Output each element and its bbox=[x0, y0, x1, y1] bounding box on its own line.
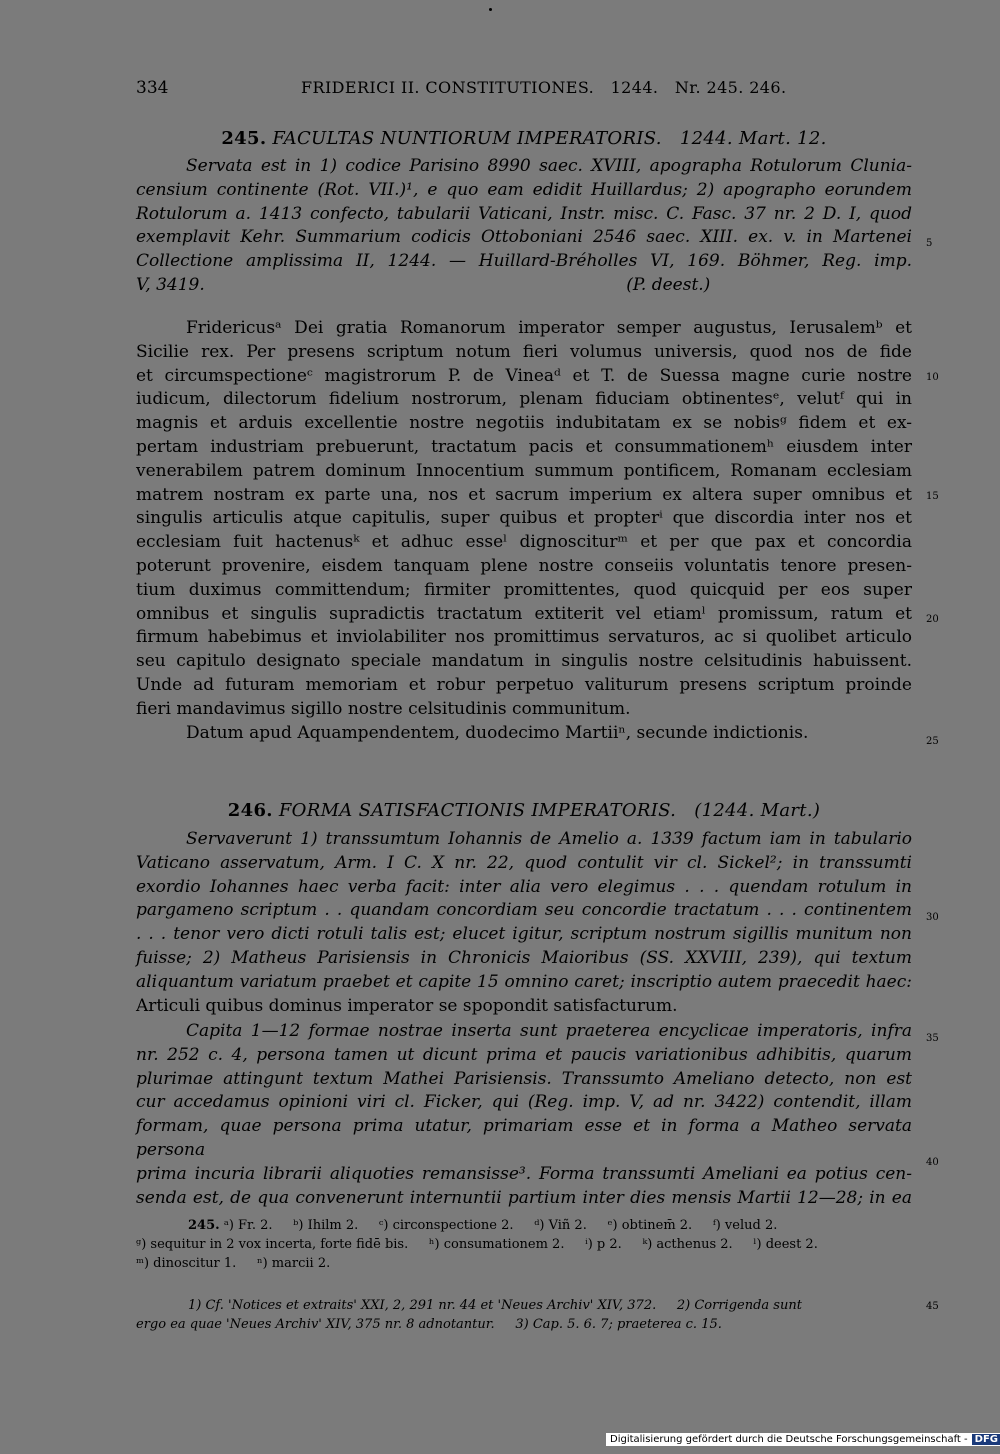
scan-speck bbox=[489, 8, 492, 11]
running-title: FRIDERICI II. CONSTITUTIONES. 1244. Nr. 245. 246. bbox=[301, 78, 787, 97]
dfg-credit: Digitalisierung gefördert durch die Deutsche Forschungsgemeinschaft - DFG bbox=[606, 1433, 1000, 1446]
margin-line-number: 5 bbox=[926, 238, 933, 249]
footnotes: 1) Cf. 'Notices et extraits' XXI, 2, 291 nr. 44 et 'Neues Archiv' XIV, 372. 2) Corrigenda sunt ergo ea quae 'Neues Archiv' XIV, 375 nr. 8 adnotantur. 3) Cap. 5. 6. 7; praeterea c. 15. bbox=[136, 1298, 802, 1332]
margin-line-number: 15 bbox=[926, 491, 939, 502]
margin-line-number: 45 bbox=[926, 1301, 939, 1312]
doc246-title: 246. FORMA SATISFACTIONIS IMPERATORIS. (1244. Mart.) bbox=[227, 800, 821, 821]
margin-line-number: 40 bbox=[926, 1157, 939, 1168]
margin-line-number: 30 bbox=[926, 912, 939, 923]
doc246-source-description: Servaverunt 1) transsumtum Iohannis de Amelio a. 1339 factum iam in tabulario Vaticano asservatum, Arm. I C. X nr. 22, quod contulit vir cl. Sickel²; in transsumti exordio Iohannes haec verba facit: inter alia vero elegimus . . . quendam rotulum in pargameno scriptum . . quandam concordiam seu concordie tractatum . . . continentem . . . tenor vero dicti rotuli talis est; elucet igitur, scriptum nostrum sigillis munitum non fuisse; 2) Matheus Parisiensis in Chronicis Maioribus (SS. XXVIII, 239), qui textum aliquantum variatum praebet et capite 15 omnino caret; inscriptio autem praecedit haec: Articuli quibus dominus imperator se spopondit satisfacturum. bbox=[136, 829, 912, 1016]
doc246-commentary: Capita 1—12 formae nostrae inserta sunt praeterea encyclicae imperatoris, infra nr. 252 c. 4, persona tamen ut dicunt prima et paucis variationibus adhibitis, quarum plurimae attingunt textum Mathei Parisiensis. Transsumto Ameliano detecto, non est cur accedamus opinioni viri cl. Ficker, qui (Reg. imp. V, ad nr. 3422) contendit, illam formam, quae persona prima utatur, primariam esse et in forma a Matheo servata persona prima incuria librarii aliquoties remansisse³. Forma transsumti Ameliani ea potius cen- senda est, de qua convenerunt internuntii partium inter dies mensis Martii 12—28; in ea bbox=[136, 1021, 912, 1208]
doc245-text: Fridericusᵃ Dei gratia Romanorum imperator semper augustus, Ierusalemᵇ et Sicilie rex. Per presens scriptum notum fieri volumus universis, quod nos de fide et circumspectioneᶜ magistrorum P. de Vineaᵈ et T. de Suessa magne curie nostre iudicum, dilectorum fidelium nostrorum, plenam fiduciam obtinentesᵉ, velutᶠ qui in magnis et arduis excellentie nostre negotiis indubitatam ex se nobisᵍ fidem et ex- pertam industriam prebuerunt, tractatum pacis et consummationemʰ eiusdem inter venerabilem patrem dominum Innocentium summum pontificem, Romanam ecclesiam matrem nostram ex parte una, nos et sacrum imperium ex altera super omnibus et singulis articulis atque capitulis, super quibus et propterⁱ que discordia inter nos et ecclesiam fuit hactenusᵏ et adhuc esseˡ dignosciturᵐ et per que pax et concordia poterunt provenire, eisdem tanquam plene nostre conseiis voluntatis tenore presen- tium duximus committendum; firmiter promittentes, quod quicquid per eos super omnibus et singulis supradictis tractatum extiterit vel etiamˡ promissum, ratum et firmum habebimus et inviolabiliter nos promittimus servaturos, ac si quolibet articulo seu capitulo designato speciale mandatum in singulis nostre celsitudinis habuissent. Unde ad futuram memoriam et robur perpetuo valiturum presens scriptum proinde fieri mandavimus sigillo nostre celsitudinis communitum. Datum apud Aquampendentem, duodecimo Martiiⁿ, secunde indictionis. bbox=[136, 318, 912, 743]
variant-notes: 245. ᵃ) Fr. 2. ᵇ) Ihilm 2. ᶜ) circonspectione 2. ᵈ) Viñ 2. ᵉ) obtinem̄ 2. ᶠ) velud 2. ᵍ) sequitur in 2 vox incerta, forte fidē bis. ʰ) consumationem 2. ⁱ) p 2. ᵏ) acthenus 2. ˡ) deest 2. ᵐ) dinoscitur 1. ⁿ) marcii 2. bbox=[136, 1218, 818, 1271]
margin-line-number: 10 bbox=[926, 372, 939, 383]
page-number: 334 bbox=[136, 78, 169, 98]
margin-line-number: 35 bbox=[926, 1033, 939, 1044]
doc245-source-description: Servata est in 1) codice Parisino 8990 saec. XVIII, apographa Rotulorum Clunia- censium continente (Rot. VII.)¹, e quo eam edidit Huillardus; 2) apographo eorundem Rotulorum a. 1413 confecto, tabularii Vaticani, Instr. misc. C. Fasc. 37 nr. 2 D. I, quod exemplavit Kehr. Summarium codicis Ottoboniani 2546 saec. XIII. ex. v. in Martenei Collectione amplissima II, 1244. — Huillard-Bréholles VI, 169. Böhmer, Reg. imp. V, 3419. (P. deest.) bbox=[136, 156, 912, 295]
margin-line-number: 25 bbox=[926, 736, 939, 747]
margin-line-number: 20 bbox=[926, 614, 939, 625]
doc245-title: 245. FACULTAS NUNTIORUM IMPERATORIS. 1244. Mart. 12. bbox=[221, 128, 827, 149]
dfg-logo: DFG bbox=[972, 1434, 1000, 1445]
